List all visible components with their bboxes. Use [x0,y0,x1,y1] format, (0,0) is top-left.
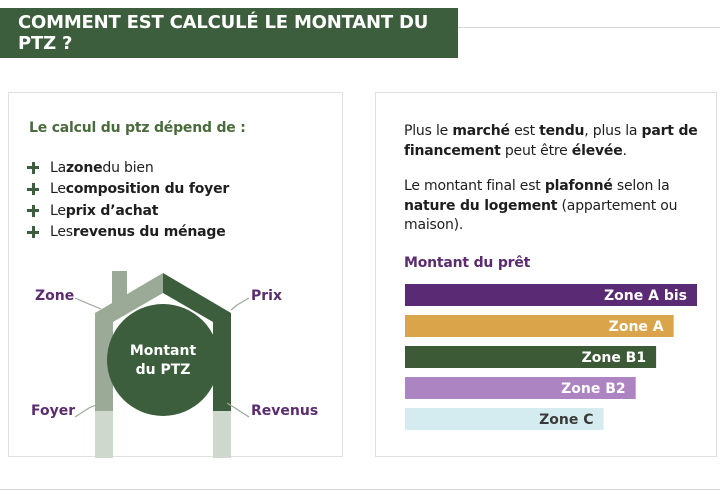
center-line-1: Montant [129,343,197,359]
text-bold: plafonné [544,178,613,194]
bar-label: Zone B1 [581,350,647,366]
bottom-rule [0,489,720,490]
factor-keyword: revenus du ménage [72,224,226,241]
factor-keyword: zone [65,159,103,176]
plus-icon [27,226,39,238]
bar-label: Zone B2 [561,381,626,397]
text-run: peut être [500,142,572,159]
label-revenus: Revenus [251,403,319,419]
text-bold: part de financement [404,123,698,159]
house-diagram [9,253,344,458]
foundation-segment [95,411,231,458]
loan-info-card [375,92,717,457]
label-zone: Zone [35,288,75,304]
factor-text: Les [50,224,73,241]
factor-text: du bien [102,159,154,176]
factor-list [27,157,229,243]
center-line-2: du PTZ [135,362,191,378]
list-item [27,200,229,222]
text-run: Le montant final est [404,178,545,194]
text-run: Plus le [404,123,453,139]
text-bold: nature du logement [404,197,558,214]
factor-text: Le [50,202,66,219]
factors-card [8,92,343,457]
text-run: selon la [612,178,670,194]
bar-label: Zone C [539,412,594,428]
ceiling-paragraph [404,177,704,236]
bar-label: Zone A [608,319,664,335]
factor-text: La [50,159,66,176]
text-bold: élevée [571,142,623,159]
center-disc [107,304,219,416]
label-prix: Prix [251,288,282,304]
list-item [27,222,229,244]
page-title: COMMENT EST CALCULÉ LE MONTANT DU PTZ ? [0,8,458,58]
text-bold: marché [452,123,510,139]
factor-text: Le [50,181,66,198]
loan-amount-chart [376,273,716,433]
label-foyer: Foyer [31,403,76,419]
factor-keyword: composition du foyer [65,181,230,198]
text-run: , plus la [584,123,642,139]
text-run: (appartement ou maison). [404,197,678,233]
text-bold: tendu [539,123,585,139]
text-run: . [622,142,627,159]
bar-label: Zone A bis [604,288,687,304]
plus-icon [27,205,39,217]
chart-title: Montant du prêt [404,255,531,271]
list-item [27,179,229,201]
plus-icon [27,162,39,174]
list-item [27,157,229,179]
text-run: est [509,123,540,139]
market-paragraph [404,122,704,161]
plus-icon [27,183,39,195]
prix-leader-line [231,298,249,310]
zone-leader-line [75,298,101,309]
factor-keyword: prix d’achat [65,202,159,219]
factors-heading: Le calcul du ptz dépend de : [29,120,246,136]
